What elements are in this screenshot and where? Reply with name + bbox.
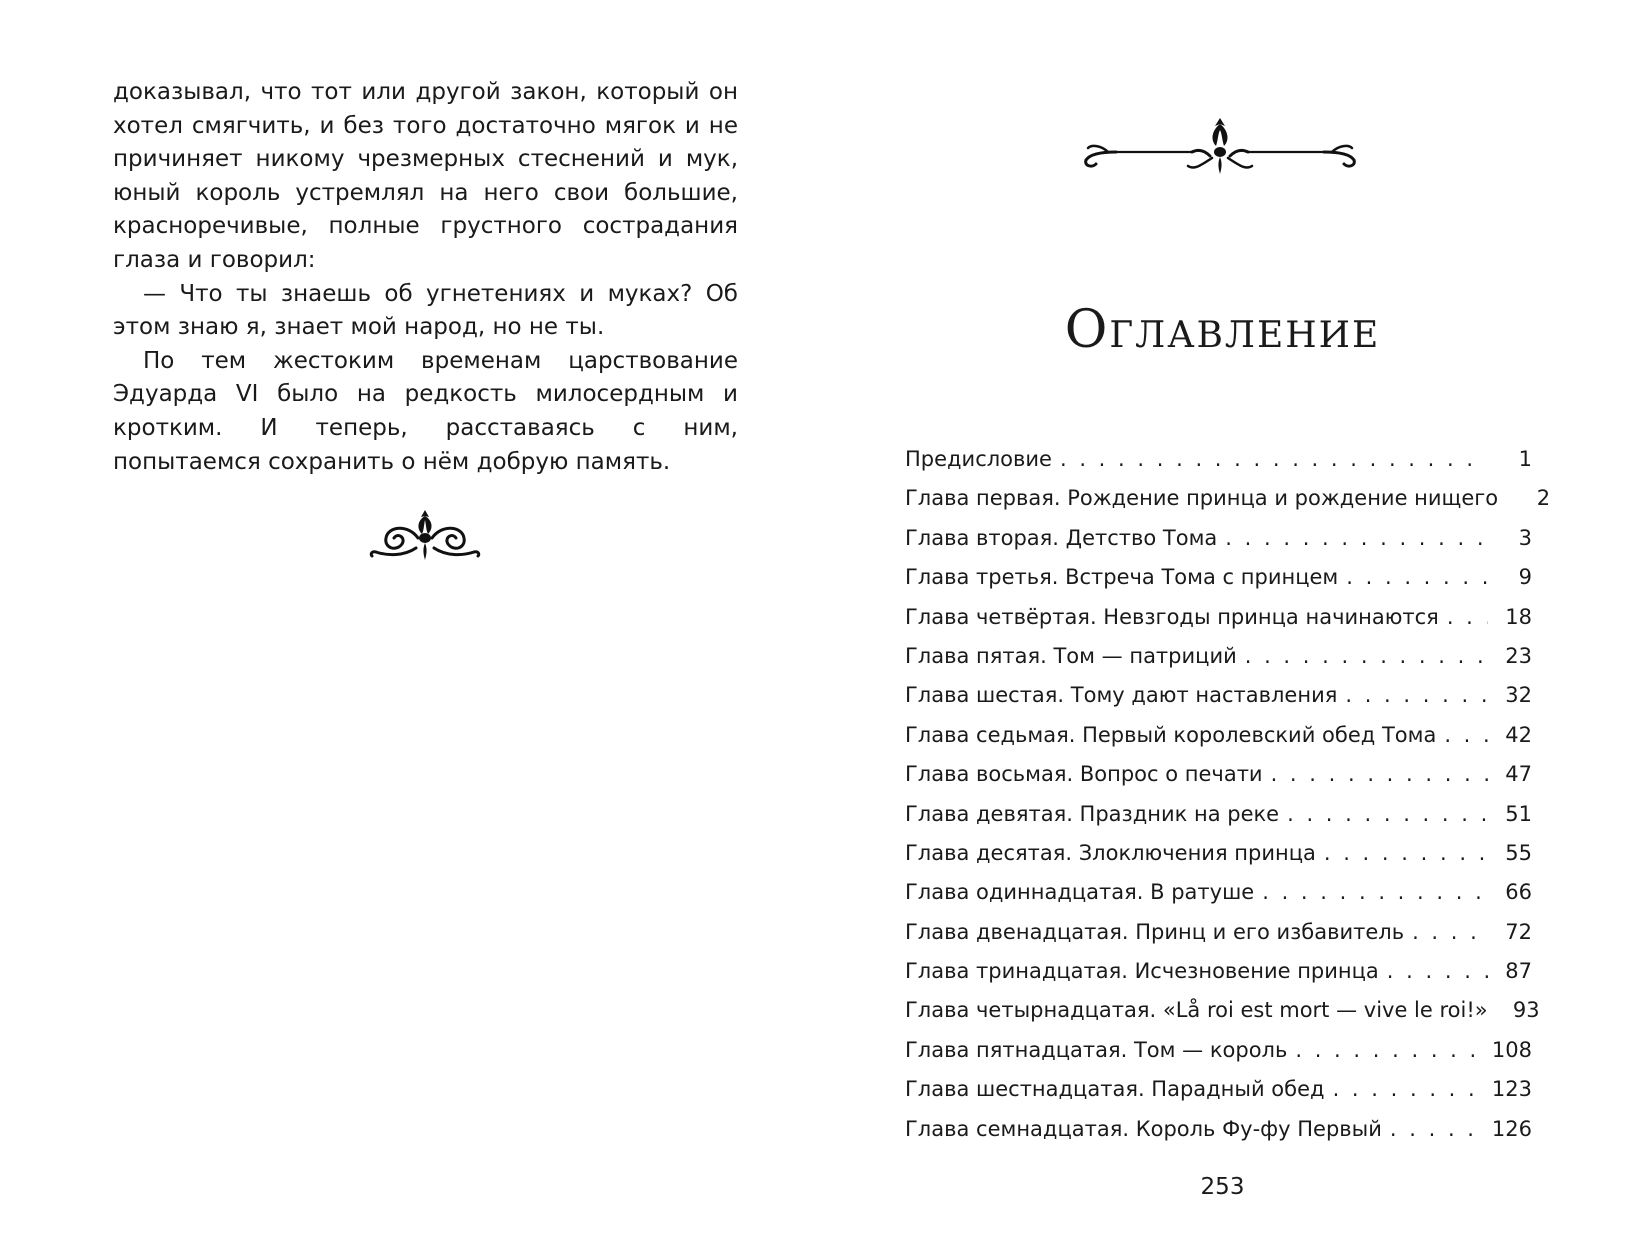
paragraph: По тем жестоким временам царствование Эдуарда VI было на редкость милосердным и кротким. И теперь, расставаясь с ним, попытаемся сохранить о нём добрую память. xyxy=(113,347,738,475)
toc-entry[interactable] xyxy=(905,755,1532,794)
dot-leader xyxy=(1060,440,1488,479)
toc-entry-page: 3 xyxy=(1518,525,1532,550)
body-text xyxy=(113,76,738,479)
toc-entry-title: Глава десятая. Злоключения принца xyxy=(905,840,1316,865)
dot-leader xyxy=(1295,1031,1484,1070)
toc-entry-page: 18 xyxy=(1505,604,1532,629)
dot-leader xyxy=(1447,598,1488,637)
toc-entry-page: 2 xyxy=(1536,486,1551,511)
toc-entry[interactable] xyxy=(905,1031,1532,1070)
toc-entry[interactable] xyxy=(905,1070,1532,1109)
dot-leader xyxy=(1225,519,1488,558)
dot-leader xyxy=(1324,834,1488,873)
toc-entry[interactable] xyxy=(905,913,1532,952)
toc-entry[interactable] xyxy=(905,519,1532,558)
toc-entry[interactable] xyxy=(905,795,1532,834)
toc-entry-page: 93 xyxy=(1512,998,1540,1023)
toc-entry-page: 47 xyxy=(1505,762,1532,787)
toc-entry-title: Глава четвёртая. Невзгоды принца начинаются xyxy=(905,604,1439,629)
toc-entry[interactable] xyxy=(905,716,1532,755)
toc-entry[interactable] xyxy=(905,637,1532,676)
dot-leader xyxy=(1287,795,1488,834)
paragraph: доказывал, что тот или другой закон, который он хотел смягчить, и без того достаточно мягок и не причиняет никому чрезмерных стеснений и мук, юный король устремлял на него свои большие, красноречивые, полные грустного сострадания глаза и говорил: xyxy=(113,79,738,273)
toc-entry-page: 72 xyxy=(1505,919,1532,944)
toc-entry[interactable] xyxy=(905,873,1532,912)
toc-entry-page: 66 xyxy=(1505,880,1532,905)
toc-entry-page: 42 xyxy=(1505,722,1532,747)
toc-entry-page: 32 xyxy=(1505,683,1532,708)
toc-entry-page: 23 xyxy=(1505,643,1532,668)
fleuron-ornament-icon xyxy=(368,508,482,562)
toc-entry-title: Глава четырнадцатая. «Lå roi est mort — vive le roi!» xyxy=(905,998,1488,1023)
toc-entry-title: Глава семнадцатая. Король Фу-фу Первый xyxy=(905,1116,1382,1141)
dot-leader xyxy=(1444,716,1488,755)
paragraph: — Что ты знаешь об угнетениях и муках? Об этом знаю я, знает мой народ, но не ты. xyxy=(113,280,738,341)
scroll-divider-ornament-icon xyxy=(1082,112,1358,178)
toc-entry-title: Глава пятая. Том — патриций xyxy=(905,643,1237,668)
toc-entry-title: Глава пятнадцатая. Том — король xyxy=(905,1037,1288,1062)
toc-entry-title: Предисловие xyxy=(905,447,1052,471)
dot-leader xyxy=(1390,1110,1484,1149)
toc-entry[interactable] xyxy=(905,991,1540,1030)
dot-leader xyxy=(1333,1070,1484,1109)
toc-entry[interactable] xyxy=(905,952,1532,991)
toc-entry-page: 1 xyxy=(1518,447,1532,471)
toc-entry-page: 108 xyxy=(1491,1037,1532,1062)
toc-entry[interactable] xyxy=(905,558,1532,597)
toc-entry[interactable] xyxy=(905,834,1532,873)
toc-entry[interactable] xyxy=(905,1110,1532,1149)
toc-entry[interactable] xyxy=(905,440,1532,479)
toc-entry-title: Глава двенадцатая. Принц и его избавитель xyxy=(905,919,1405,944)
dot-leader xyxy=(1345,676,1488,715)
toc-entry-title: Глава шестнадцатая. Парадный обед xyxy=(905,1077,1325,1102)
toc-entry-title: Глава шестая. Тому дают наставления xyxy=(905,683,1338,708)
table-of-contents xyxy=(905,440,1551,1149)
toc-entry-title: Глава одиннадцатая. В ратуше xyxy=(905,880,1255,905)
right-page xyxy=(815,0,1630,1252)
toc-entry-page: 87 xyxy=(1505,959,1532,984)
toc-entry-title: Глава тринадцатая. Исчезновение принца xyxy=(905,959,1379,984)
toc-entry-page: 126 xyxy=(1491,1116,1532,1141)
toc-entry-page: 55 xyxy=(1505,840,1532,865)
page-number: 253 xyxy=(1200,1174,1245,1200)
toc-entry[interactable] xyxy=(905,676,1532,715)
toc-entry-title: Глава восьмая. Вопрос о печати xyxy=(905,762,1263,787)
toc-entry[interactable] xyxy=(905,479,1551,518)
toc-entry-page: 51 xyxy=(1505,801,1532,826)
dot-leader xyxy=(1387,952,1488,991)
page-title: Оглавление xyxy=(1064,300,1381,360)
dot-leader xyxy=(1245,637,1488,676)
dot-leader xyxy=(1412,913,1488,952)
dot-leader xyxy=(1346,558,1488,597)
toc-entry-page: 123 xyxy=(1491,1077,1532,1102)
toc-entry-title: Глава девятая. Праздник на реке xyxy=(905,801,1280,826)
dot-leader xyxy=(1271,755,1488,794)
dot-leader xyxy=(1262,873,1488,912)
toc-entry-page: 9 xyxy=(1518,565,1532,590)
toc-entry-title: Глава вторая. Детство Тома xyxy=(905,525,1218,550)
toc-entry-title: Глава третья. Встреча Тома с принцем xyxy=(905,565,1339,590)
toc-entry-title: Глава седьмая. Первый королевский обед Тома xyxy=(905,722,1437,747)
toc-entry[interactable] xyxy=(905,598,1532,637)
toc-entry-title: Глава первая. Рождение принца и рождение нищего xyxy=(905,486,1499,511)
